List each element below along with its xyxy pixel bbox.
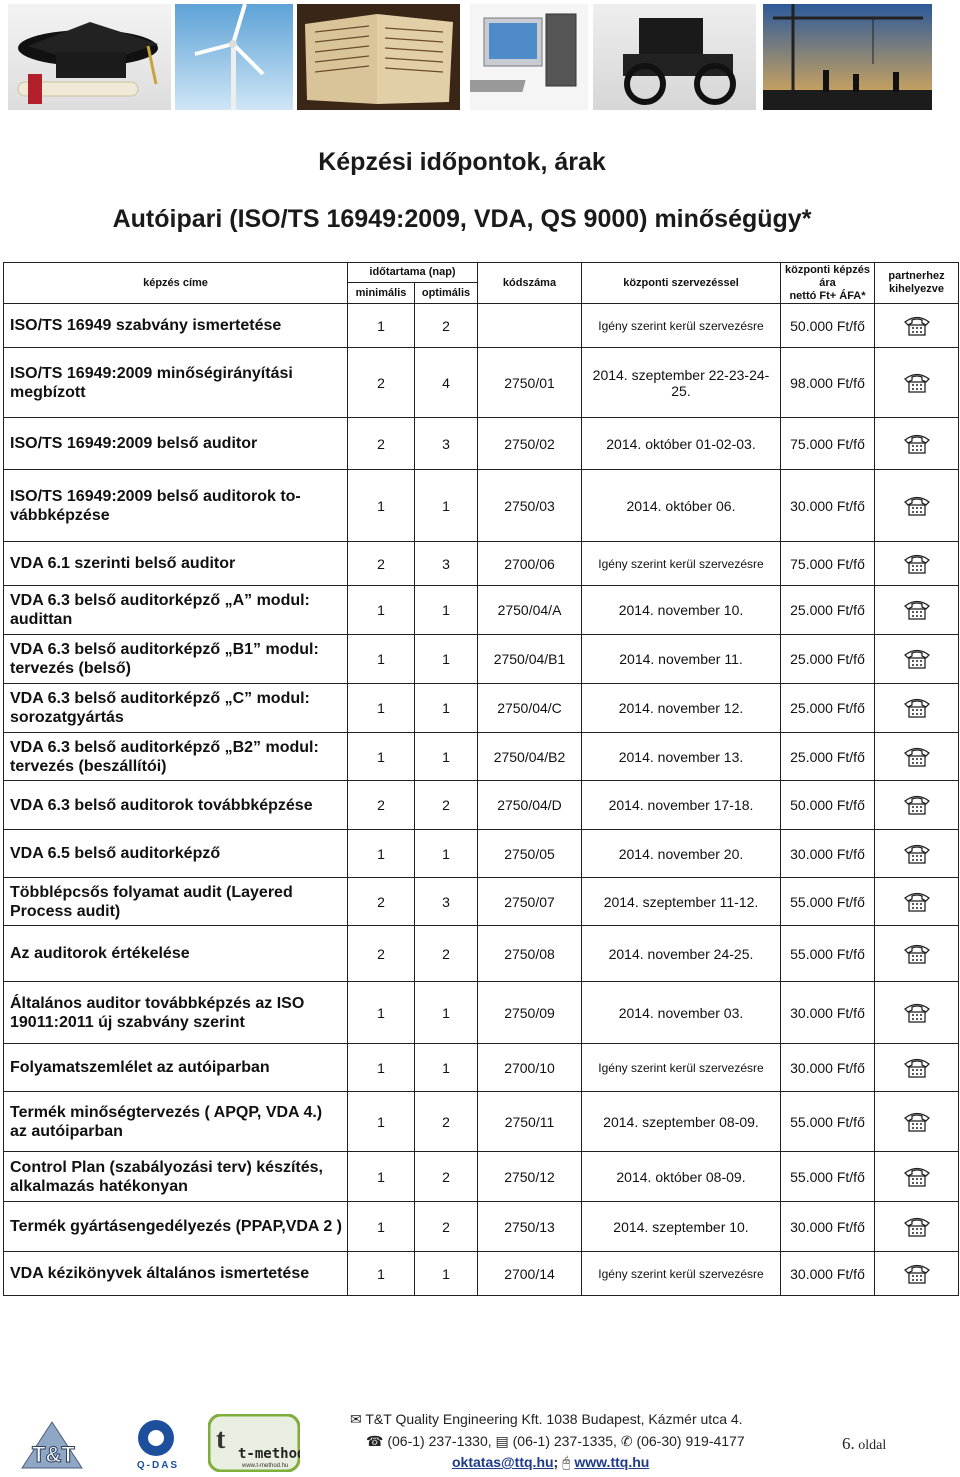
telephone-icon — [875, 926, 959, 982]
course-title: ISO/TS 16949:2009 minőségirányítási megbízott — [4, 348, 348, 418]
course-price: 55.000 Ft/fő — [781, 878, 875, 926]
course-code: 2750/08 — [478, 926, 582, 982]
duration-min: 1 — [348, 586, 415, 635]
table-row — [4, 1202, 959, 1252]
schedule-table — [3, 262, 959, 1296]
course-date: Igény szerint kerül szervezésre — [582, 1252, 781, 1296]
telephone-icon — [875, 635, 959, 684]
course-price: 30.000 Ft/fő — [781, 470, 875, 542]
course-code: 2750/04/A — [478, 586, 582, 635]
banner — [8, 4, 932, 110]
duration-opt: 2 — [415, 304, 478, 348]
duration-opt: 3 — [415, 878, 478, 926]
course-price: 25.000 Ft/fő — [781, 684, 875, 733]
duration-opt: 3 — [415, 542, 478, 586]
computer-image — [470, 4, 588, 110]
course-code: 2750/13 — [478, 1202, 582, 1252]
duration-min: 2 — [348, 348, 415, 418]
duration-opt: 2 — [415, 1202, 478, 1252]
tmethod-logo — [208, 1414, 300, 1472]
course-code: 2750/12 — [478, 1152, 582, 1202]
course-price: 30.000 Ft/fő — [781, 1202, 875, 1252]
col-header-price-note: nettó Ft+ ÁFA* — [789, 289, 866, 302]
duration-opt: 1 — [415, 470, 478, 542]
footer-contact-line: oktatas@ttq.hu; 🖰 www.ttq.hu — [452, 1454, 650, 1470]
course-date: Igény szerint kerül szervezésre — [582, 304, 781, 348]
course-code: 2750/07 — [478, 878, 582, 926]
mouse-icon: 🖰 — [562, 1454, 571, 1470]
telephone-icon — [875, 418, 959, 470]
telephone-icon — [875, 781, 959, 830]
table-row — [4, 878, 959, 926]
duration-opt: 2 — [415, 1092, 478, 1152]
telephone-icon — [875, 542, 959, 586]
course-date: 2014. október 06. — [582, 470, 781, 542]
page-subtitle: Autóipari (ISO/TS 16949:2009, VDA, QS 9000) minőségügy* — [112, 205, 812, 233]
table-row — [4, 542, 959, 586]
duration-min: 2 — [348, 542, 415, 586]
course-code: 2750/05 — [478, 830, 582, 878]
old-book-image — [297, 4, 460, 110]
course-price: 55.000 Ft/fő — [781, 926, 875, 982]
course-title: VDA 6.3 belső auditorképző „B1” modul: tervezés (belső) — [4, 635, 348, 684]
page-title: Képzési időpontok, árak — [318, 148, 606, 176]
course-code: 2750/04/D — [478, 781, 582, 830]
table-row — [4, 733, 959, 781]
duration-min: 1 — [348, 684, 415, 733]
course-code — [478, 304, 582, 348]
duration-min: 2 — [348, 878, 415, 926]
course-title: VDA 6.5 belső auditorképző — [4, 830, 348, 878]
telephone-icon — [875, 684, 959, 733]
course-date: 2014. november 17-18. — [582, 781, 781, 830]
course-title: VDA 6.3 belső auditorok továbbképzése — [4, 781, 348, 830]
course-date: 2014. szeptember 10. — [582, 1202, 781, 1252]
course-code: 2750/09 — [478, 982, 582, 1044]
course-date: 2014. november 13. — [582, 733, 781, 781]
duration-min: 1 — [348, 733, 415, 781]
course-date: 2014. november 24-25. — [582, 926, 781, 982]
phone-icon: ☎ — [366, 1433, 384, 1449]
course-date: 2014. szeptember 11-12. — [582, 878, 781, 926]
course-title: Általános auditor továbbképzés az ISO 19011:2011 új szabvány szerint — [4, 982, 348, 1044]
course-title: Control Plan (szabályozási terv) készítés, alkalmazás hatékonyan — [4, 1152, 348, 1202]
construction-site-image — [763, 4, 932, 110]
course-date: 2014. november 11. — [582, 635, 781, 684]
course-title: Folyamatszemlélet az autóiparban — [4, 1044, 348, 1092]
table-row — [4, 684, 959, 733]
duration-opt: 3 — [415, 418, 478, 470]
footer-address: T&T Quality Engineering Kft. 1038 Budapest, Kázmér utca 4. — [365, 1411, 743, 1427]
page-number-value: 6. — [842, 1434, 855, 1453]
footer-phone-line — [366, 1433, 745, 1450]
vintage-car-image — [593, 4, 756, 110]
telephone-icon — [875, 1044, 959, 1092]
envelope-icon: ✉ — [350, 1411, 362, 1427]
duration-opt: 1 — [415, 982, 478, 1044]
telephone-icon — [875, 1152, 959, 1202]
course-title: Az auditorok értékelése — [4, 926, 348, 982]
course-title: ISO/TS 16949:2009 belső auditor — [4, 418, 348, 470]
email-link[interactable]: oktatas@ttq.hu — [452, 1454, 554, 1470]
duration-min: 2 — [348, 926, 415, 982]
telephone-icon — [875, 830, 959, 878]
course-price: 75.000 Ft/fő — [781, 542, 875, 586]
telephone-icon — [875, 1202, 959, 1252]
course-code: 2700/14 — [478, 1252, 582, 1296]
course-price: 55.000 Ft/fő — [781, 1152, 875, 1202]
table-row — [4, 1092, 959, 1152]
duration-min: 1 — [348, 1152, 415, 1202]
duration-opt: 1 — [415, 635, 478, 684]
footer-phones: (06-1) 237-1330, ▤ (06-1) 237-1335, ✆ (06-30) 919-4177 — [387, 1433, 745, 1449]
course-code: 2700/06 — [478, 542, 582, 586]
page-number-word: oldal — [858, 1438, 887, 1453]
course-title: VDA 6.3 belső auditorképző „C” modul: sorozatgyártás — [4, 684, 348, 733]
table-row — [4, 586, 959, 635]
course-title: VDA 6.3 belső auditorképző „A” modul: audittan — [4, 586, 348, 635]
course-code: 2700/10 — [478, 1044, 582, 1092]
course-price: 75.000 Ft/fő — [781, 418, 875, 470]
duration-opt: 1 — [415, 733, 478, 781]
duration-opt: 1 — [415, 586, 478, 635]
course-price: 30.000 Ft/fő — [781, 1252, 875, 1296]
table-row — [4, 418, 959, 470]
table-row — [4, 304, 959, 348]
table-row — [4, 926, 959, 982]
duration-min: 1 — [348, 1252, 415, 1296]
table-row — [4, 635, 959, 684]
course-code: 2750/04/C — [478, 684, 582, 733]
course-title: Termék gyártásengedélyezés (PPAP,VDA 2 ) — [4, 1202, 348, 1252]
page-number — [842, 1434, 886, 1454]
course-price: 25.000 Ft/fő — [781, 733, 875, 781]
course-price: 30.000 Ft/fő — [781, 982, 875, 1044]
tmethod-logo-text: t-method — [238, 1446, 300, 1462]
qdas-logo-text: Q-DAS — [136, 1460, 180, 1471]
course-date: 2014. szeptember 08-09. — [582, 1092, 781, 1152]
table-row — [4, 1252, 959, 1296]
course-price: 30.000 Ft/fő — [781, 1044, 875, 1092]
course-price: 30.000 Ft/fő — [781, 830, 875, 878]
duration-min: 1 — [348, 1202, 415, 1252]
course-date: 2014. szeptember 22-23-24-25. — [582, 348, 781, 418]
telephone-icon — [875, 586, 959, 635]
course-price: 50.000 Ft/fő — [781, 304, 875, 348]
duration-opt: 1 — [415, 1252, 478, 1296]
course-code: 2750/04/B1 — [478, 635, 582, 684]
duration-opt: 1 — [415, 684, 478, 733]
course-date: 2014. november 03. — [582, 982, 781, 1044]
course-code: 2750/01 — [478, 348, 582, 418]
duration-min: 1 — [348, 982, 415, 1044]
wind-turbine-image — [175, 4, 293, 110]
duration-opt: 4 — [415, 348, 478, 418]
course-price: 25.000 Ft/fő — [781, 586, 875, 635]
col-header-title: képzés címe — [4, 263, 348, 304]
duration-min: 1 — [348, 1092, 415, 1152]
duration-opt: 2 — [415, 781, 478, 830]
tt-logo-text: T&T — [32, 1442, 75, 1467]
telephone-icon — [875, 878, 959, 926]
tmethod-logo-url: www.t-method.hu — [242, 1463, 289, 1469]
col-header-code: kódszáma — [478, 263, 582, 304]
course-date: Igény szerint kerül szervezésre — [582, 542, 781, 586]
course-date: 2014. november 12. — [582, 684, 781, 733]
course-title: ISO/TS 16949 szabvány ismertetése — [4, 304, 348, 348]
duration-min: 1 — [348, 304, 415, 348]
course-title: VDA kézikönyvek általános ismertetése — [4, 1252, 348, 1296]
duration-opt: 1 — [415, 1044, 478, 1092]
course-title: VDA 6.3 belső auditorképző „B2” modul: tervezés (beszállítói) — [4, 733, 348, 781]
table-row — [4, 1044, 959, 1092]
course-code: 2750/03 — [478, 470, 582, 542]
course-price: 98.000 Ft/fő — [781, 348, 875, 418]
telephone-icon — [875, 1252, 959, 1296]
telephone-icon — [875, 348, 959, 418]
duration-min: 1 — [348, 635, 415, 684]
course-title: ISO/TS 16949:2009 belső auditorok to-vábbképzése — [4, 470, 348, 542]
duration-min: 1 — [348, 470, 415, 542]
course-price: 25.000 Ft/fő — [781, 635, 875, 684]
course-date: 2014. október 01-02-03. — [582, 418, 781, 470]
col-header-price — [781, 263, 875, 304]
telephone-icon — [875, 470, 959, 542]
course-date: 2014. november 10. — [582, 586, 781, 635]
course-date: 2014. november 20. — [582, 830, 781, 878]
course-date: Igény szerint kerül szervezésre — [582, 1044, 781, 1092]
course-code: 2750/11 — [478, 1092, 582, 1152]
footer-address-line — [350, 1411, 743, 1428]
tt-logo — [12, 1418, 102, 1470]
duration-min: 1 — [348, 1044, 415, 1092]
table-row — [4, 1152, 959, 1202]
svg-text:t: t — [216, 1424, 226, 1455]
col-header-partner: partnerhez kihelyezve — [875, 263, 959, 304]
col-header-price-label: központi képzés ára — [785, 263, 870, 289]
duration-opt: 2 — [415, 926, 478, 982]
website-link[interactable]: www.ttq.hu — [574, 1454, 650, 1470]
telephone-icon — [875, 733, 959, 781]
table-row — [4, 470, 959, 542]
duration-opt: 2 — [415, 1152, 478, 1202]
col-header-min: minimális — [348, 283, 415, 304]
duration-opt: 1 — [415, 830, 478, 878]
table-row — [4, 830, 959, 878]
col-header-central: központi szervezéssel — [582, 263, 781, 304]
table-row — [4, 982, 959, 1044]
course-date: 2014. október 08-09. — [582, 1152, 781, 1202]
footer — [0, 1410, 960, 1473]
table-row — [4, 781, 959, 830]
table-row — [4, 348, 959, 418]
course-title: VDA 6.1 szerinti belső auditor — [4, 542, 348, 586]
telephone-icon — [875, 304, 959, 348]
duration-min: 1 — [348, 830, 415, 878]
col-header-opt: optimális — [415, 283, 478, 304]
duration-min: 2 — [348, 781, 415, 830]
course-title: Többlépcsős folyamat audit (Layered Process audit) — [4, 878, 348, 926]
course-code: 2750/02 — [478, 418, 582, 470]
course-code: 2750/04/B2 — [478, 733, 582, 781]
telephone-icon — [875, 1092, 959, 1152]
col-header-duration: időtartama (nap) — [348, 263, 478, 283]
telephone-icon — [875, 982, 959, 1044]
duration-min: 2 — [348, 418, 415, 470]
qdas-logo — [118, 1416, 198, 1472]
course-price: 55.000 Ft/fő — [781, 1092, 875, 1152]
graduation-cap-image — [8, 4, 171, 110]
course-price: 50.000 Ft/fő — [781, 781, 875, 830]
course-title: Termék minőségtervezés ( APQP, VDA 4.) az autóiparban — [4, 1092, 348, 1152]
